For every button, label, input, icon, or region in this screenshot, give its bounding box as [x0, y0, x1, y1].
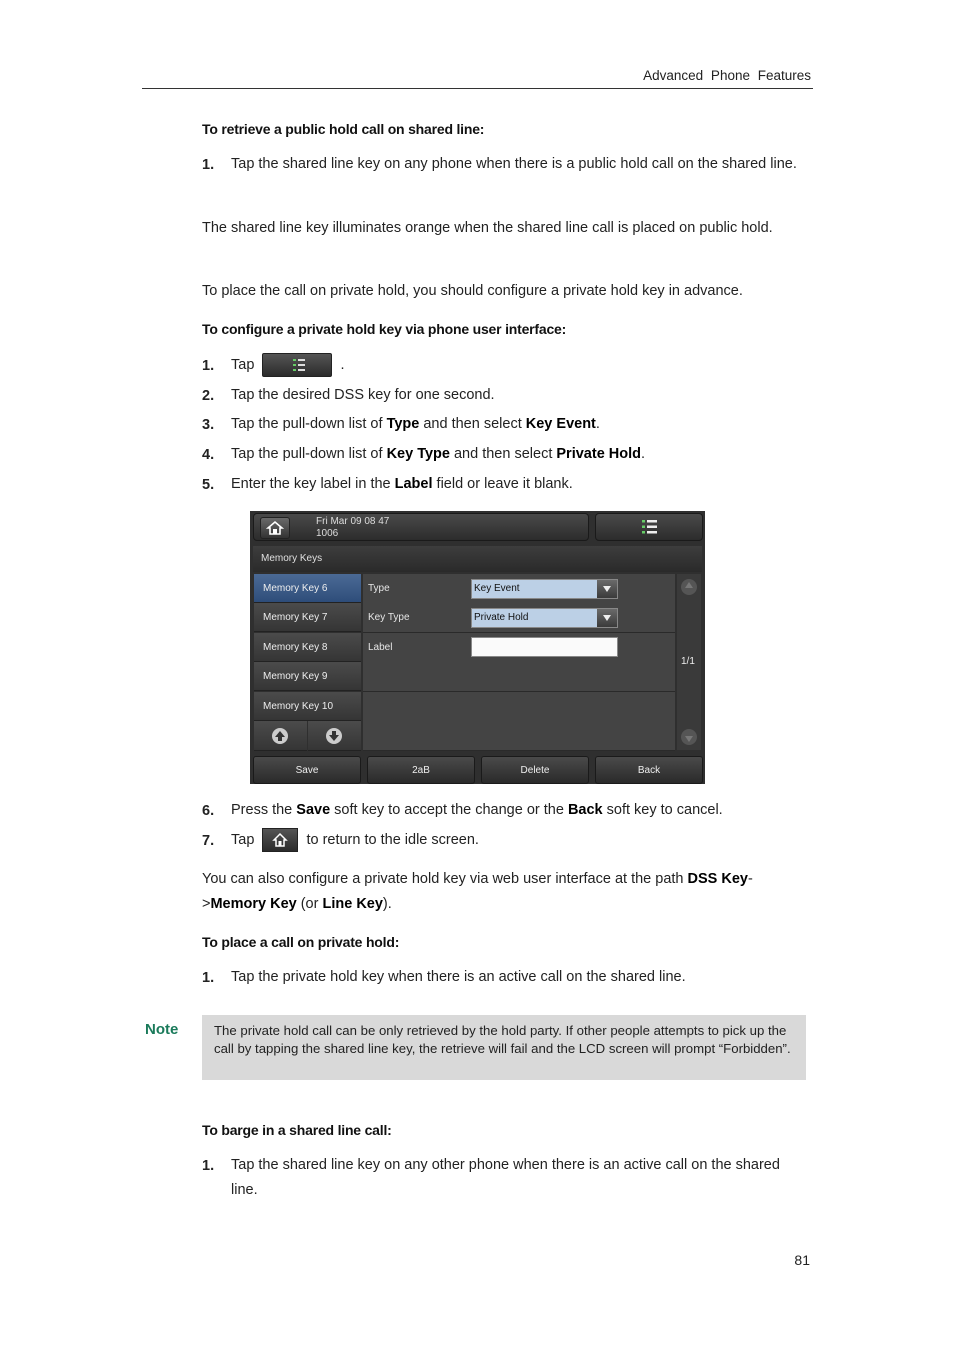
- step-enter-label: Enter the key label in the Label field or leave it blank.: [231, 476, 573, 492]
- home-icon: [263, 829, 297, 851]
- dropdown-arrow-icon: [597, 609, 617, 627]
- field-label: Type: [368, 583, 390, 594]
- softkey-delete[interactable]: Delete: [481, 756, 589, 784]
- ui-term: Line Key: [322, 896, 383, 912]
- note-label: Note: [145, 1021, 179, 1038]
- step-save: Press the Save soft key to accept the change or the Back soft key to cancel.: [231, 802, 723, 818]
- ui-term: Private Hold: [556, 446, 641, 462]
- arrow-down-icon[interactable]: [677, 726, 701, 748]
- ui-term: Type: [386, 416, 420, 432]
- home-key[interactable]: [260, 517, 290, 539]
- step-number: 1.: [202, 358, 215, 374]
- step-number: 2.: [202, 388, 215, 404]
- step-number: 6.: [202, 803, 215, 819]
- step-text: Tap the private hold key when there is an active call on the shared line.: [231, 969, 686, 985]
- memory-key-item[interactable]: Memory Key 9: [254, 662, 361, 691]
- screen-title: Memory Keys: [261, 553, 323, 564]
- type-combobox[interactable]: Key Event: [471, 579, 618, 599]
- step-text: Tap the shared line key on any phone when there is a public hold call on the shared line.: [231, 156, 797, 172]
- step-number: 1.: [202, 1158, 215, 1174]
- memory-key-item[interactable]: Memory Key 7: [254, 603, 361, 632]
- heading-place-private: To place a call on private hold:: [202, 934, 400, 950]
- dropdown-arrow-icon: [597, 580, 617, 598]
- step-select-key-type: Tap the pull-down list of Key Type and then select Private Hold.: [231, 446, 646, 462]
- status-extension: 1006: [316, 528, 339, 539]
- header-rule: [142, 88, 813, 89]
- ui-term: Key Event: [525, 416, 596, 432]
- menu-button-image: [262, 353, 332, 377]
- menu-key[interactable]: [595, 513, 703, 541]
- softkey-save[interactable]: Save: [253, 756, 361, 784]
- paragraph-private-hold: To place the call on private hold, you should configure a private hold key in advance.: [202, 283, 743, 299]
- memory-key-item[interactable]: Memory Key 6: [254, 574, 361, 603]
- field-row-label: [363, 633, 675, 663]
- softkey-back[interactable]: Back: [595, 756, 703, 784]
- scroll-up-button[interactable]: [254, 721, 307, 751]
- screen-title-bar: [253, 546, 702, 572]
- step-text: Tap: [231, 832, 255, 848]
- page-number: 81: [794, 1252, 810, 1268]
- label-input[interactable]: [471, 637, 618, 657]
- step-number: 7.: [202, 833, 215, 849]
- ui-term: Save: [296, 802, 331, 818]
- memory-key-item[interactable]: Memory Key 10: [254, 692, 361, 721]
- key-type-combobox[interactable]: Private Hold: [471, 608, 618, 628]
- heading-retrieve: To retrieve a public hold call on shared line:: [202, 121, 485, 137]
- phone-screenshot: [250, 511, 705, 784]
- step-text: Tap the shared line key on any other phone when there is an active call on the shared line.: [231, 1157, 780, 1198]
- arrow-down-icon: [308, 721, 361, 750]
- step-text: to return to the idle screen.: [306, 832, 479, 848]
- status-bar: [253, 513, 589, 541]
- ui-term: DSS Key: [687, 871, 748, 887]
- status-date: Fri Mar 09 08 47 1006: [316, 516, 390, 539]
- step-number: 4.: [202, 447, 215, 463]
- step-number: 1.: [202, 970, 215, 986]
- heading-configure: To configure a private hold key via phone user interface:: [202, 321, 567, 337]
- step-text: .: [340, 357, 345, 373]
- field-row-key-type: [363, 603, 675, 633]
- field-row-empty: [363, 692, 675, 722]
- field-label: Label: [368, 642, 393, 653]
- menu-list-icon: [596, 514, 702, 540]
- step-tap-home: [231, 828, 816, 853]
- home-icon: [261, 518, 289, 538]
- step-tap-menu: [231, 353, 816, 378]
- step-text: Tap: [231, 357, 255, 373]
- note-text: The private hold call can be only retrieved by the hold party. If other people attempts to pick up the call by tapping the shared line key, the retrieve will fail and the LCD screen will prompt “Forbidden”.: [214, 1023, 791, 1056]
- ui-term: Key Type: [386, 446, 450, 462]
- ui-term: Back: [567, 802, 603, 818]
- ui-term: Memory Key: [210, 896, 297, 912]
- note-box: [202, 1015, 806, 1080]
- scroll-down-button[interactable]: [308, 721, 361, 751]
- ui-term: Label: [394, 476, 433, 492]
- field-row-empty: [363, 662, 675, 692]
- page-indicator: 1/1: [681, 656, 695, 667]
- running-header: Advanced Phone Features: [643, 68, 811, 83]
- memory-key-item[interactable]: Memory Key 8: [254, 633, 361, 662]
- softkey-input-mode[interactable]: 2aB: [367, 756, 475, 784]
- field-row-empty: [363, 721, 675, 751]
- step-number: 1.: [202, 157, 215, 173]
- step-number: 3.: [202, 417, 215, 433]
- step-number: 5.: [202, 477, 215, 493]
- page-scroll-column: [677, 574, 701, 750]
- field-row-type: [363, 574, 675, 604]
- arrow-up-icon: [254, 721, 307, 750]
- step-text: Tap the desired DSS key for one second.: [231, 387, 495, 403]
- field-label: Key Type: [368, 612, 410, 623]
- heading-barge: To barge in a shared line call:: [202, 1122, 392, 1138]
- paragraph-web-path: You can also configure a private hold key via web user interface at the path DSS Key->Memory Key (or Line Key).: [202, 871, 753, 912]
- arrow-up-icon[interactable]: [677, 576, 701, 598]
- step-select-type: Tap the pull-down list of Type and then select Key Event.: [231, 416, 600, 432]
- paragraph-illuminates: The shared line key illuminates orange when the shared line call is placed on public hold.: [202, 220, 773, 236]
- menu-list-icon: [263, 354, 331, 376]
- home-button-image: [262, 828, 298, 852]
